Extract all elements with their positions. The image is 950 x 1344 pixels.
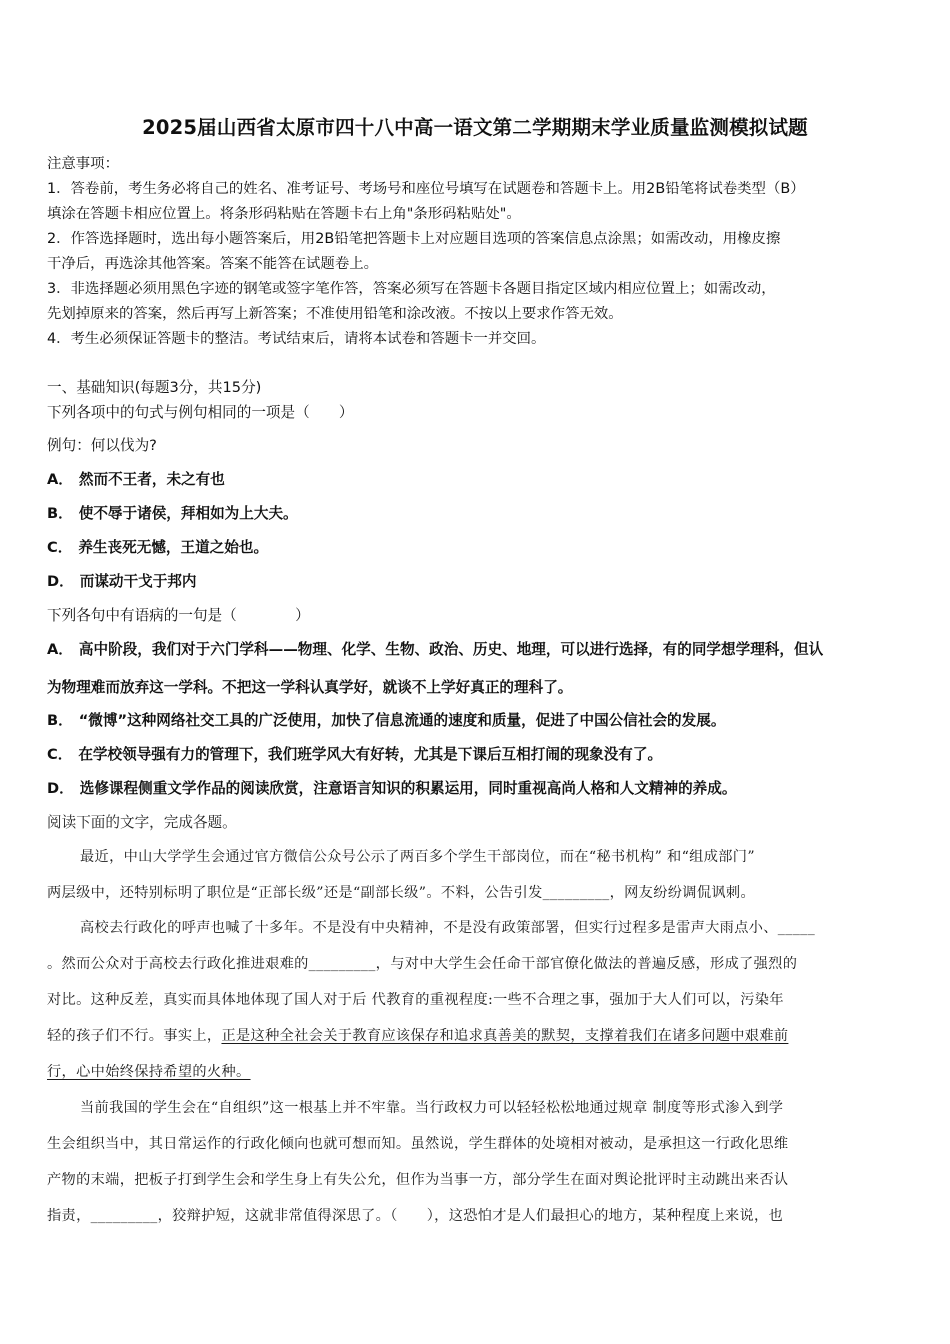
question-2-option-c[interactable]	[47, 743, 909, 764]
option-text: 选修课程侧重文学作品的阅读欣赏，注意语言知识的积累运用，同时重视高尚人格和人文精神的养成。	[79, 780, 737, 797]
option-text: 然而不王者，未之有也	[78, 471, 225, 488]
passage-line: 对比。这种反差，真实而具体地体现了国人对于后 代教育的重视程度:一些不合理之事，强加于大人们可以，污染年	[47, 992, 784, 1008]
option-text: “微博”这种网络社交工具的广泛使用，加快了信息流通的速度和质量，促进了中国公信社会的发展。	[78, 712, 726, 729]
passage-line: 当前我国的学生会在“自组织”这一根基上并不牢靠。当行政权力可以轻轻松松地通过规章 制度等形式渗入到学	[80, 1100, 784, 1116]
option-letter: D．	[47, 780, 74, 797]
question-1-option-d[interactable]	[47, 570, 909, 591]
question-1-option-c[interactable]	[47, 536, 909, 557]
notice-line: 先划掉原来的答案，然后再写上新答案；不准使用铅笔和涂改液。不按以上要求作答无效。	[47, 306, 623, 322]
passage-line	[47, 1061, 909, 1081]
question-1-option-a[interactable]	[47, 468, 909, 489]
notice-line: 2．作答选择题时，选出每小题答案后，用2B铅笔把答题卡上对应题目选项的答案信息点涂黑；如需改动，用橡皮擦	[47, 231, 781, 247]
notice-heading: 注意事项：	[47, 156, 119, 172]
question-2-option-d[interactable]	[47, 777, 909, 798]
question-2-option-a-continued	[47, 676, 909, 697]
reading-instruction: 阅读下面的文字，完成各题。	[47, 814, 237, 831]
option-letter: B．	[47, 505, 73, 522]
passage-line: 高校去行政化的呼声也喊了十多年。不是没有中央精神，不是没有政策部署，但实行过程多是雷声大雨点小、_____	[80, 920, 816, 936]
passage-line	[47, 1025, 909, 1045]
option-letter: A．	[47, 471, 73, 488]
question-2-option-b[interactable]	[47, 709, 909, 730]
option-text: 为物理难而放弃这一学科。不把这一学科认真学好，就谈不上学好真正的理科了。	[47, 679, 573, 696]
passage-line: 。然而公众对于高校去行政化推进艰难的_________，与对中大学生会任命干部官僚化做法的普遍反感，形成了强烈的	[47, 956, 798, 972]
section-heading: 一、基础知识(每题3分，共15分)	[47, 379, 262, 396]
option-letter: D．	[47, 573, 74, 590]
notice-line: 3．非选择题必须用黑色字迹的钢笔或签字笔作答，答案必须写在答题卡各题目指定区域内相应位置上；如需改动，	[47, 281, 776, 297]
exam-title: 2025届山西省太原市四十八中高一语文第二学期期末学业质量监测模拟试题	[142, 116, 808, 139]
passage-line: 生会组织当中，其日常运作的行政化倾向也就可想而知。虽然说，学生群体的处境相对被动，是承担这一行政化思维	[47, 1136, 789, 1152]
passage-line: 两层级中，还特别标明了职位是“正部长级”还是“副部长级”。不料，公告引发_________，网友纷纷调侃讽刺。	[47, 885, 755, 901]
question-1-stem: 下列各项中的句式与例句相同的一项是（ ）	[47, 404, 354, 421]
notice-line: 4．考生必须保证答题卡的整洁。考试结束后，请将本试卷和答题卡一并交回。	[47, 331, 546, 347]
notice-line: 1．答卷前，考生务必将自己的姓名、准考证号、考场号和座位号填写在试题卷和答题卡上。用2B铅笔将试卷类型（B）	[47, 181, 805, 197]
passage-line: 产物的末端，把板子打到学生会和学生身上有失公允，但作为当事一方，部分学生在面对舆论批评时主动跳出来否认	[47, 1172, 789, 1188]
option-letter: A．	[47, 641, 73, 658]
underlined-sentence: 行，心中始终保持希望的火种。	[47, 1064, 251, 1080]
option-text: 使不辱于诸侯，拜相如为上大夫。	[78, 505, 298, 522]
option-text: 而谋动干戈于邦内	[79, 573, 197, 590]
notice-line: 填涂在答题卡相应位置上。将条形码粘贴在答题卡右上角"条形码粘贴处"。	[47, 206, 521, 222]
question-2-stem: 下列各句中有语病的一句是（ ）	[47, 607, 310, 624]
notice-line: 干净后，再选涂其他答案。答案不能答在试题卷上。	[47, 256, 378, 272]
option-letter: B．	[47, 712, 73, 729]
option-letter: C．	[47, 539, 73, 556]
option-text: 养生丧死无憾，王道之始也。	[78, 539, 269, 556]
question-1-example: 例句：何以伐为?	[47, 437, 157, 454]
passage-line: 最近，中山大学学生会通过官方微信公众号公示了两百多个学生干部岗位，而在“秘书机构” 和“组成部门”	[80, 849, 755, 865]
underlined-sentence: 正是这种全社会关于教育应该保存和追求真善美的默契，支撑着我们在诸多问题中艰难前	[221, 1028, 789, 1044]
option-letter: C．	[47, 746, 73, 763]
passage-line: 指责，_________，狡辩护短，这就非常值得深思了。（ ），这恐怕才是人们最担心的地方，某种程度上来说，也	[47, 1208, 784, 1224]
question-2-option-a[interactable]	[47, 638, 909, 659]
option-text: 在学校领导强有力的管理下，我们班学风大有好转，尤其是下课后互相打闹的现象没有了。	[78, 746, 663, 763]
question-1-option-b[interactable]	[47, 502, 909, 523]
option-text: 高中阶段，我们对于六门学科——物理、化学、生物、政治、历史、地理，可以进行选择，有的同学想学理科，但认	[78, 641, 824, 658]
passage-text: 轻的孩子们不行。事实上，	[47, 1028, 222, 1044]
